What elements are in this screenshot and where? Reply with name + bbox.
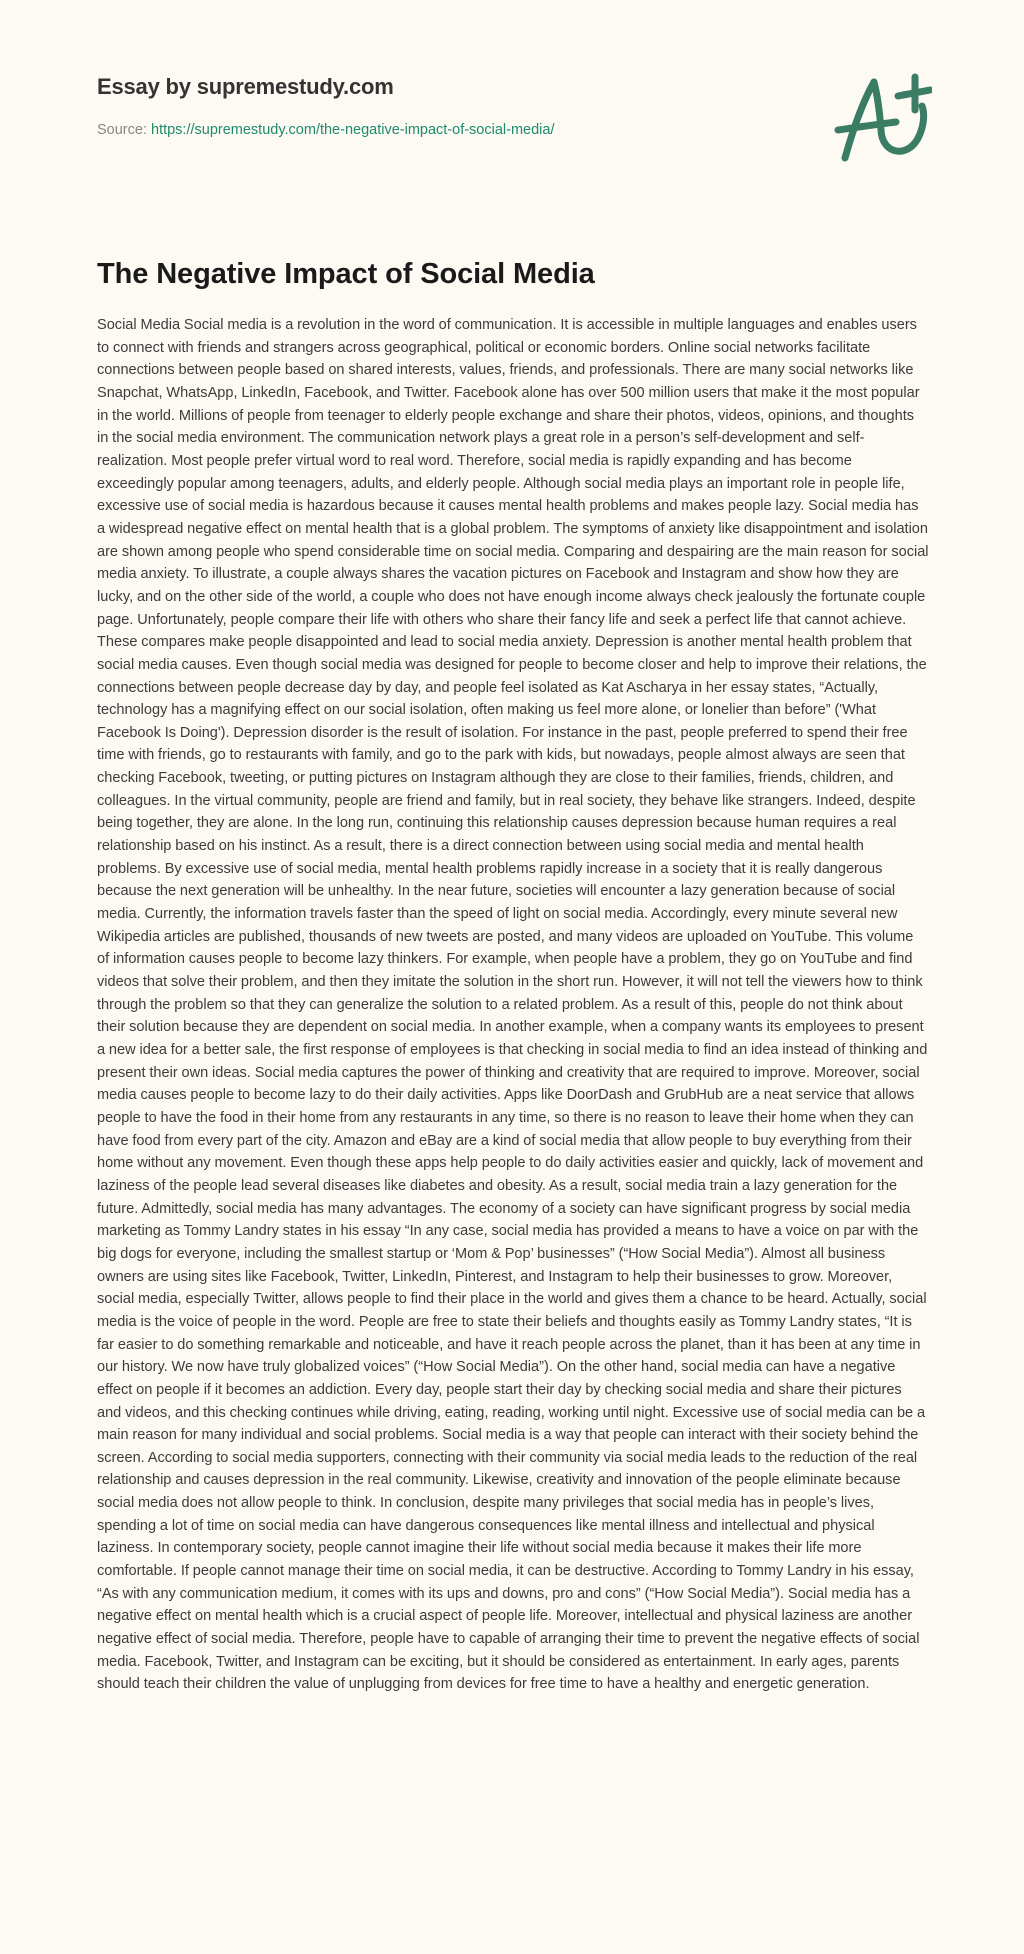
essay-article	[97, 254, 929, 1696]
source-link[interactable]: https://supremestudy.com/the-negative-impact-of-social-media/	[151, 122, 555, 138]
source-line	[97, 120, 927, 140]
essay-body: Social Media Social media is a revolution in the word of communication. It is accessible in multiple languages and enables users to connect with friends and strangers across geographical, political or economic borders. Online social networks facilitate connections between people based on shared interests, values, friends, and professionals. There are many social networks like Snapchat, WhatsApp, LinkedIn, Facebook, and Twitter. Facebook alone has over 500 million users that make it the most popular in the world. Millions of people from teenager to elderly people exchange and share their photos, videos, opinions, and thoughts in the social media environment. The communication network plays a great role in a person’s self-development and self-realization. Most people prefer virtual word to real word. Therefore, social media is rapidly expanding and has become exceedingly popular among teenagers, adults, and elderly people. Although social media plays an important role in people life, excessive use of social media is hazardous because it causes mental health problems and makes people lazy. Social media has a widespread negative effect on mental health that is a global problem. The symptoms of anxiety like disappointment and isolation are shown among people who spend considerable time on social media. Comparing and despairing are the main reason for social media anxiety. To illustrate, a couple always shares the vacation pictures on Facebook and Instagram and show how they are lucky, and on the other side of the world, a couple who does not have enough income always check jealously the fortunate couple page. Unfortunately, people compare their life with others who share their fancy life and seek a perfect life that cannot achieve. These compares make people disappointed and lead to social media anxiety. Depression is another mental health problem that social media causes. Even though social media was designed for people to become closer and help to improve their relations, the connections between people decrease day by day, and people feel isolated as Kat Ascharya in her essay states, “Actually, technology has a magnifying effect on our social isolation, often making us feel more alone, or lonelier than before” ('What Facebook Is Doing'). Depression disorder is the result of isolation. For instance in the past, people preferred to spend their free time with friends, go to restaurants with family, and go to the park with kids, but nowadays, people almost always are seen that checking Facebook, tweeting, or putting pictures on Instagram although they are close to their families, friends, children, and colleagues. In the virtual community, people are friend and family, but in real society, they behave like strangers. Indeed, despite being together, they are alone. In the long run, continuing this relationship causes depression because human requires a real relationship based on his instinct. As a result, there is a direct connection between using social media and mental health problems. By excessive use of social media, mental health problems rapidly increase in a society that it is really dangerous because the next generation will be unhealthy. In the near future, societies will encounter a lazy generation because of social media. Currently, the information travels faster than the speed of light on social media. Accordingly, every minute several new Wikipedia articles are published, thousands of new tweets are posted, and many videos are uploaded on YouTube. This volume of information causes people to become lazy thinkers. For example, when people have a problem, they go on YouTube and find videos that solve their problem, and then they imitate the solution in the short run. However, it will not tell the viewers how to think through the problem so that they can generalize the solution to a related problem. As a result of this, people do not think about their solution because they are dependent on social media. In another example, when a company wants its employees to present a new idea for a better sale, the first response of employees is that checking in social media to find an idea instead of thinking and present their own ideas. Social media captures the power of thinking and creativity that are required to improve. Moreover, social media causes people to become lazy to do their daily activities. Apps like DoorDash and GrubHub are a neat service that allows people to have the food in their home from any restaurants in any time, so there is no reason to leave their home when they can have food from every part of the city. Amazon and eBay are a kind of social media that allow people to buy everything from their home without any movement. Even though these apps help people to do daily activities easier and quickly, lack of movement and laziness of the people lead several diseases like diabetes and obesity. As a result, social media train a lazy generation for the future. Admittedly, social media has many advantages. The economy of a society can have significant progress by social media marketing as Tommy Landry states in his essay “In any case, social media has provided a means to have a voice on par with the big dogs for everyone, including the smallest startup or ‘Mom & Pop’ businesses” (“How Social Media”). Almost all business owners are using sites like Facebook, Twitter, LinkedIn, Pinterest, and Instagram to help their businesses to grow. Moreover, social media, especially Twitter, allows people to find their place in the world and gives them a chance to be heard. Actually, social media is the voice of people in the word. People are free to state their beliefs and thoughts easily as Tommy Landry states, “It is far easier to do something remarkable and noticeable, and have it reach people across the planet, than it has been at any time in our history. We now have truly globalized voices” (“How Social Media”). On the other hand, social media can have a negative effect on people if it becomes an addiction. Every day, people start their day by checking social media and share their pictures and videos, and this checking continues while driving, eating, reading, working until night. Excessive use of social media can be a main reason for many individual and social problems. Social media is a way that people can interact with their society behind the screen. According to social media supporters, connecting with their community via social media leads to the reduction of the real relationship and causes depression in the real community. Likewise, creativity and innovation of the people eliminate because social media does not allow people to think. In conclusion, despite many privileges that social media has in people’s lives, spending a lot of time on social media can have dangerous consequences like mental illness and intellectual and physical laziness. In contemporary society, people cannot imagine their life without social media because it makes their life more comfortable. If people cannot manage their time on social media, it can be destructive. According to Tommy Landry in his essay, “As with any communication medium, it comes with its ups and downs, pro and cons” (“How Social Media”). Social media has a negative effect on mental health which is a crucial aspect of people life. Moreover, intellectual and physical laziness are another negative effect of social media. Therefore, people have to capable of arranging their time to prevent the negative effects of social media. Facebook, Twitter, and Instagram can be exciting, but it should be considered as entertainment. In early ages, parents should teach their children the value of unplugging from devices for free time to have a healthy and energetic generation.	[97, 317, 929, 1693]
source-label: Source:	[97, 122, 151, 138]
page-header	[97, 72, 927, 192]
essay-title: The Negative Impact of Social Media	[97, 258, 595, 290]
a-plus-grade-icon	[822, 68, 932, 164]
site-title: Essay by supremestudy.com	[97, 74, 394, 99]
